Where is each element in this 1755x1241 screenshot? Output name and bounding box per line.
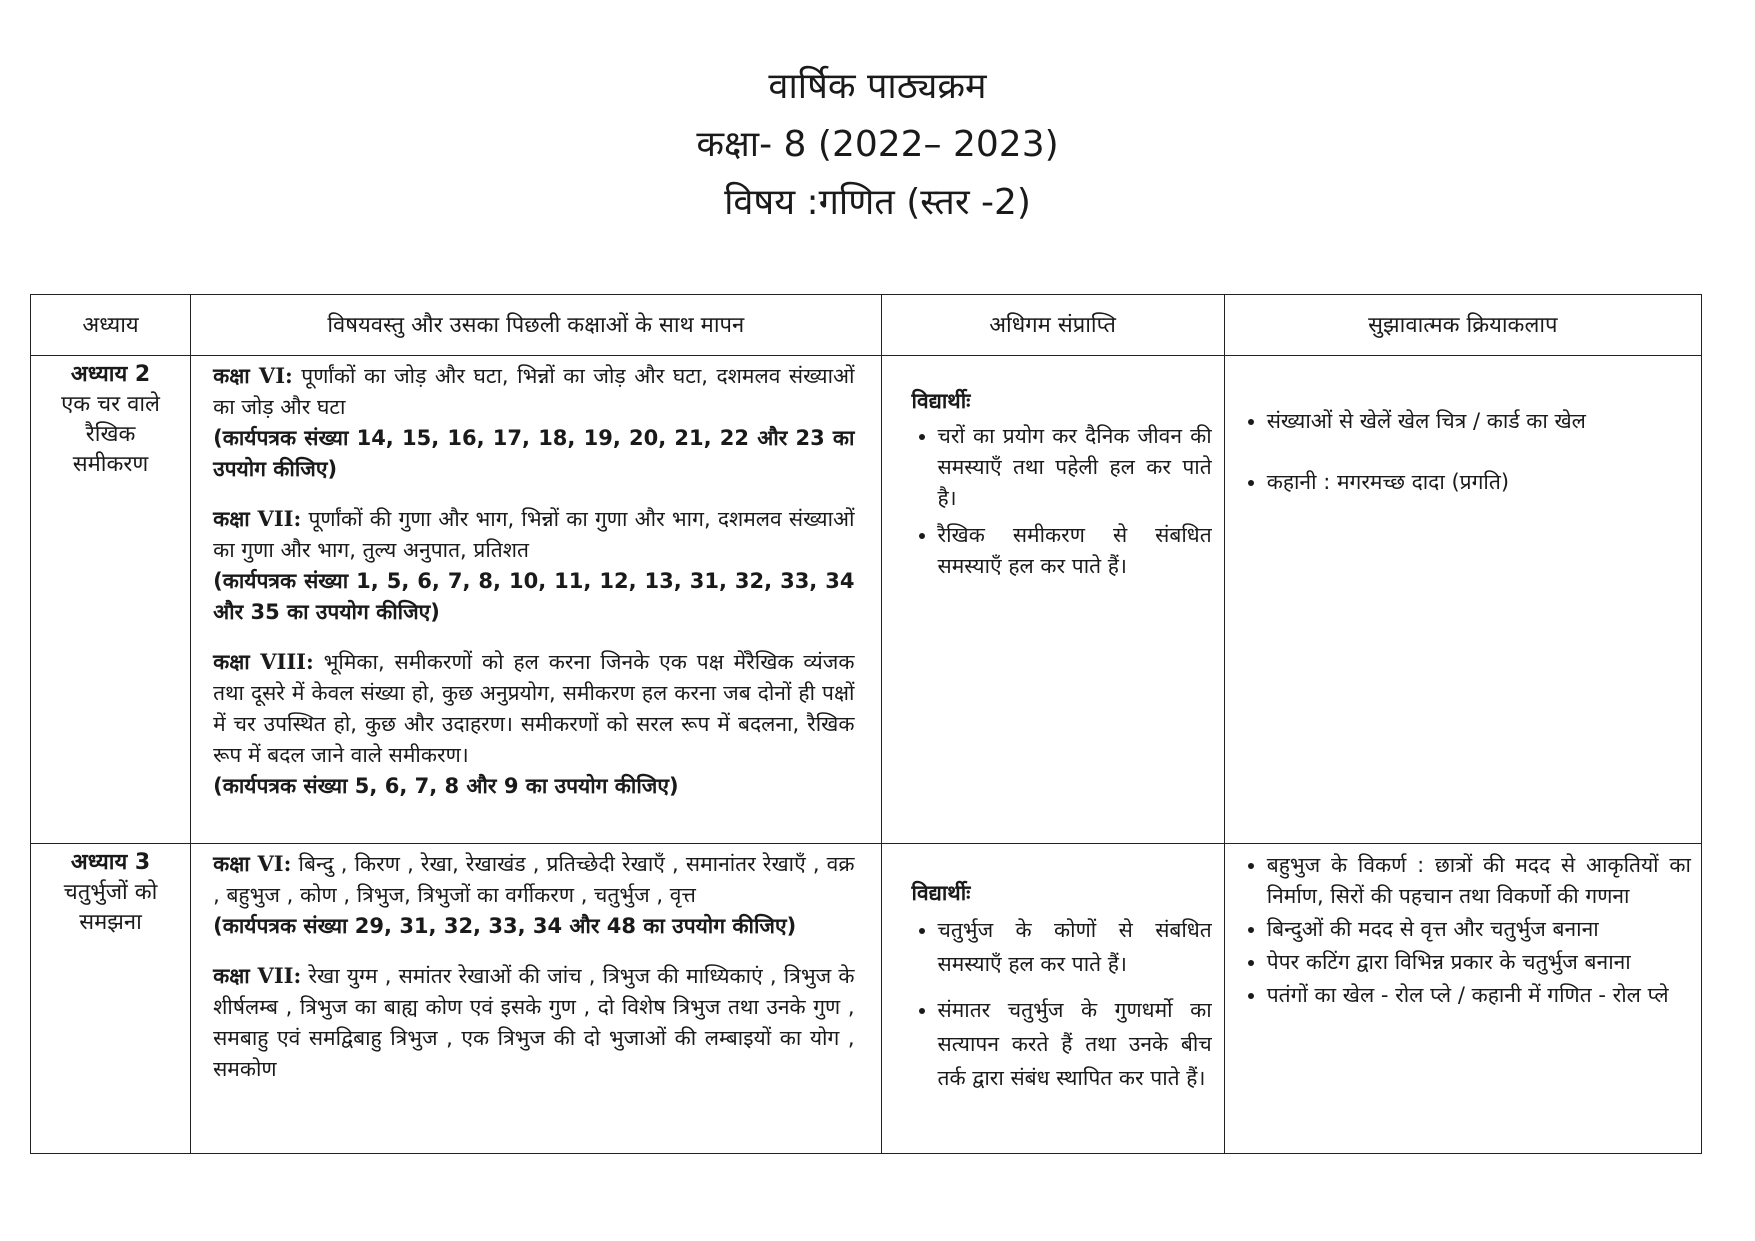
list-item: • कहानी : मगरमच्छ दादा (प्रगति) [1267, 467, 1691, 498]
table-row [31, 356, 1702, 844]
list-item: • संमातर चतुर्भुज के गुणधर्मो का सत्यापन करते हैं तथा उनके बीच तर्क द्वारा संबंध स्थापित कर पाते हैं। [938, 993, 1212, 1095]
content-cell [191, 844, 881, 1154]
activities-cell [1224, 356, 1701, 844]
syllabus-table [30, 294, 1702, 1154]
students-heading: विद्यार्थीः [911, 881, 971, 905]
content-text: बिन्दु , किरण , रेखा, रेखाखंड , प्रतिच्छेदी रेखाएँ , समानांतर रेखाएँ , वक्र , बहुभुज , कोण , त्रिभुज, त्रिभुजों का वर्गीकरण , चतुर्भुज , वृत्त [213, 852, 855, 907]
outcomes-cell [881, 844, 1224, 1154]
class-label: कक्षा VI: [213, 363, 293, 388]
worksheet-note: (कार्यपत्रक संख्या 5, 6, 7, 8 और 9 का उपयोग कीजिए) [213, 774, 679, 798]
students-heading: विद्यार्थीः [911, 389, 971, 413]
content-text: रेखा युग्म , समांतर रेखाओं की जांच , त्रिभुज की माध्यिकाएं , त्रिभुज के शीर्षलम्ब , त्रिभुज का बाह्य कोण एवं इसके गुण , दो विशेष त्रिभुज तथा उनके गुण , समबाहु एवं समद्विबाहु त्रिभुज , एक त्रिभुज की दो भुजाओं की लम्बाइयों का योग , समकोण [213, 964, 855, 1081]
list-item: • पतंगों का खेल - रोल प्ले / कहानी में गणित - रोल प्ले [1267, 980, 1691, 1011]
outcomes-list [912, 913, 1212, 1095]
class-label: कक्षा VIII: [213, 649, 314, 674]
activities-list [1241, 406, 1691, 498]
table-header-row [31, 295, 1702, 356]
content-block [213, 646, 854, 802]
content-text: पूर्णांकों की गुणा और भाग, भिन्नों का गुणा और भाग, दशमलव संख्याओं का गुणा और भाग, तुल्य अनुपात, प्रतिशत [213, 507, 855, 562]
chapter-number: अध्याय 2 [70, 362, 151, 387]
activities-list [1241, 850, 1691, 1011]
chapter-name: एक चर वाले रैखिक समीकरण [61, 392, 160, 477]
content-text: भूमिका, समीकरणों को हल करना जिनके एक पक्ष मेंरैखिक व्यंजक तथा दूसरे में केवल संख्या हो, कुछ अनुप्रयोग, समीकरण हल करना जब दोनों ही पक्षों में चर उपस्थित हो, कुछ और उदाहरण। समीकरणों को सरल रूप में बदलना, रैखिक रूप में बदल जाने वाले समीकरण। [213, 650, 855, 767]
header-content: विषयवस्तु और उसका पिछली कक्षाओं के साथ मापन [191, 295, 881, 356]
list-item: • बहुभुज के विकर्ण : छात्रों की मदद से आकृतियों का निर्माण, सिरों की पहचान तथा विकर्णो की गणना [1267, 850, 1691, 912]
chapter-number: अध्याय 3 [70, 850, 151, 875]
content-cell [191, 356, 881, 844]
outcomes-cell [881, 356, 1224, 844]
header-activities: सुझावात्मक क्रियाकलाप [1224, 295, 1701, 356]
content-text: पूर्णांकों का जोड़ और घटा, भिन्नों का जोड़ और घटा, दशमलव संख्याओं का जोड़ और घटा [213, 364, 855, 419]
class-label: कक्षा VI: [213, 851, 292, 876]
title-subject: विषय :गणित (स्तर -2) [724, 182, 1031, 223]
worksheet-note: (कार्यपत्रक संख्या 1, 5, 6, 7, 8, 10, 11, 12, 13, 31, 32, 33, 34 और 35 का उपयोग कीजिए) [213, 569, 855, 624]
chapter-cell [31, 844, 191, 1154]
table-row [31, 844, 1702, 1154]
header-chapter: अध्याय [31, 295, 191, 356]
worksheet-note: (कार्यपत्रक संख्या 29, 31, 32, 33, 34 और 48 का उपयोग कीजिए) [213, 914, 797, 938]
header-outcomes: अधिगम संप्राप्ति [881, 295, 1224, 356]
title-class-year: कक्षा- 8 (2022– 2023) [696, 124, 1059, 165]
list-item: • पेपर कटिंग द्वारा विभिन्न प्रकार के चतुर्भुज बनाना [1267, 947, 1691, 978]
list-item: • चरों का प्रयोग कर दैनिक जीवन की समस्याएँ तथा पहेली हल कर पाते है। [938, 421, 1212, 514]
content-block [213, 503, 854, 628]
activities-cell [1224, 844, 1701, 1154]
list-item: • बिन्दुओं की मदद से वृत्त और चतुर्भुज बनाना [1267, 914, 1691, 945]
chapter-name: चतुर्भुजों को समझना [63, 880, 158, 935]
title-annual-syllabus: वार्षिक पाठ्यक्रम [768, 66, 987, 107]
list-item: • चतुर्भुज के कोणों से संबधित समस्याएँ हल कर पाते हैं। [938, 913, 1212, 981]
chapter-cell [31, 356, 191, 844]
class-label: कक्षा VII: [213, 506, 302, 531]
content-block [213, 360, 854, 485]
list-item: • रैखिक समीकरण से संबधित समस्याएँ हल कर पाते हैं। [938, 520, 1212, 582]
content-block [213, 848, 854, 942]
list-item: • संख्याओं से खेलें खेल चित्र / कार्ड का खेल [1267, 406, 1691, 437]
class-label: कक्षा VII: [213, 963, 302, 988]
worksheet-note: (कार्यपत्रक संख्या 14, 15, 16, 17, 18, 19, 20, 21, 22 और 23 का उपयोग कीजिए) [213, 426, 855, 481]
outcomes-list [912, 421, 1212, 582]
content-block [213, 960, 854, 1085]
title-block [0, 58, 1755, 232]
